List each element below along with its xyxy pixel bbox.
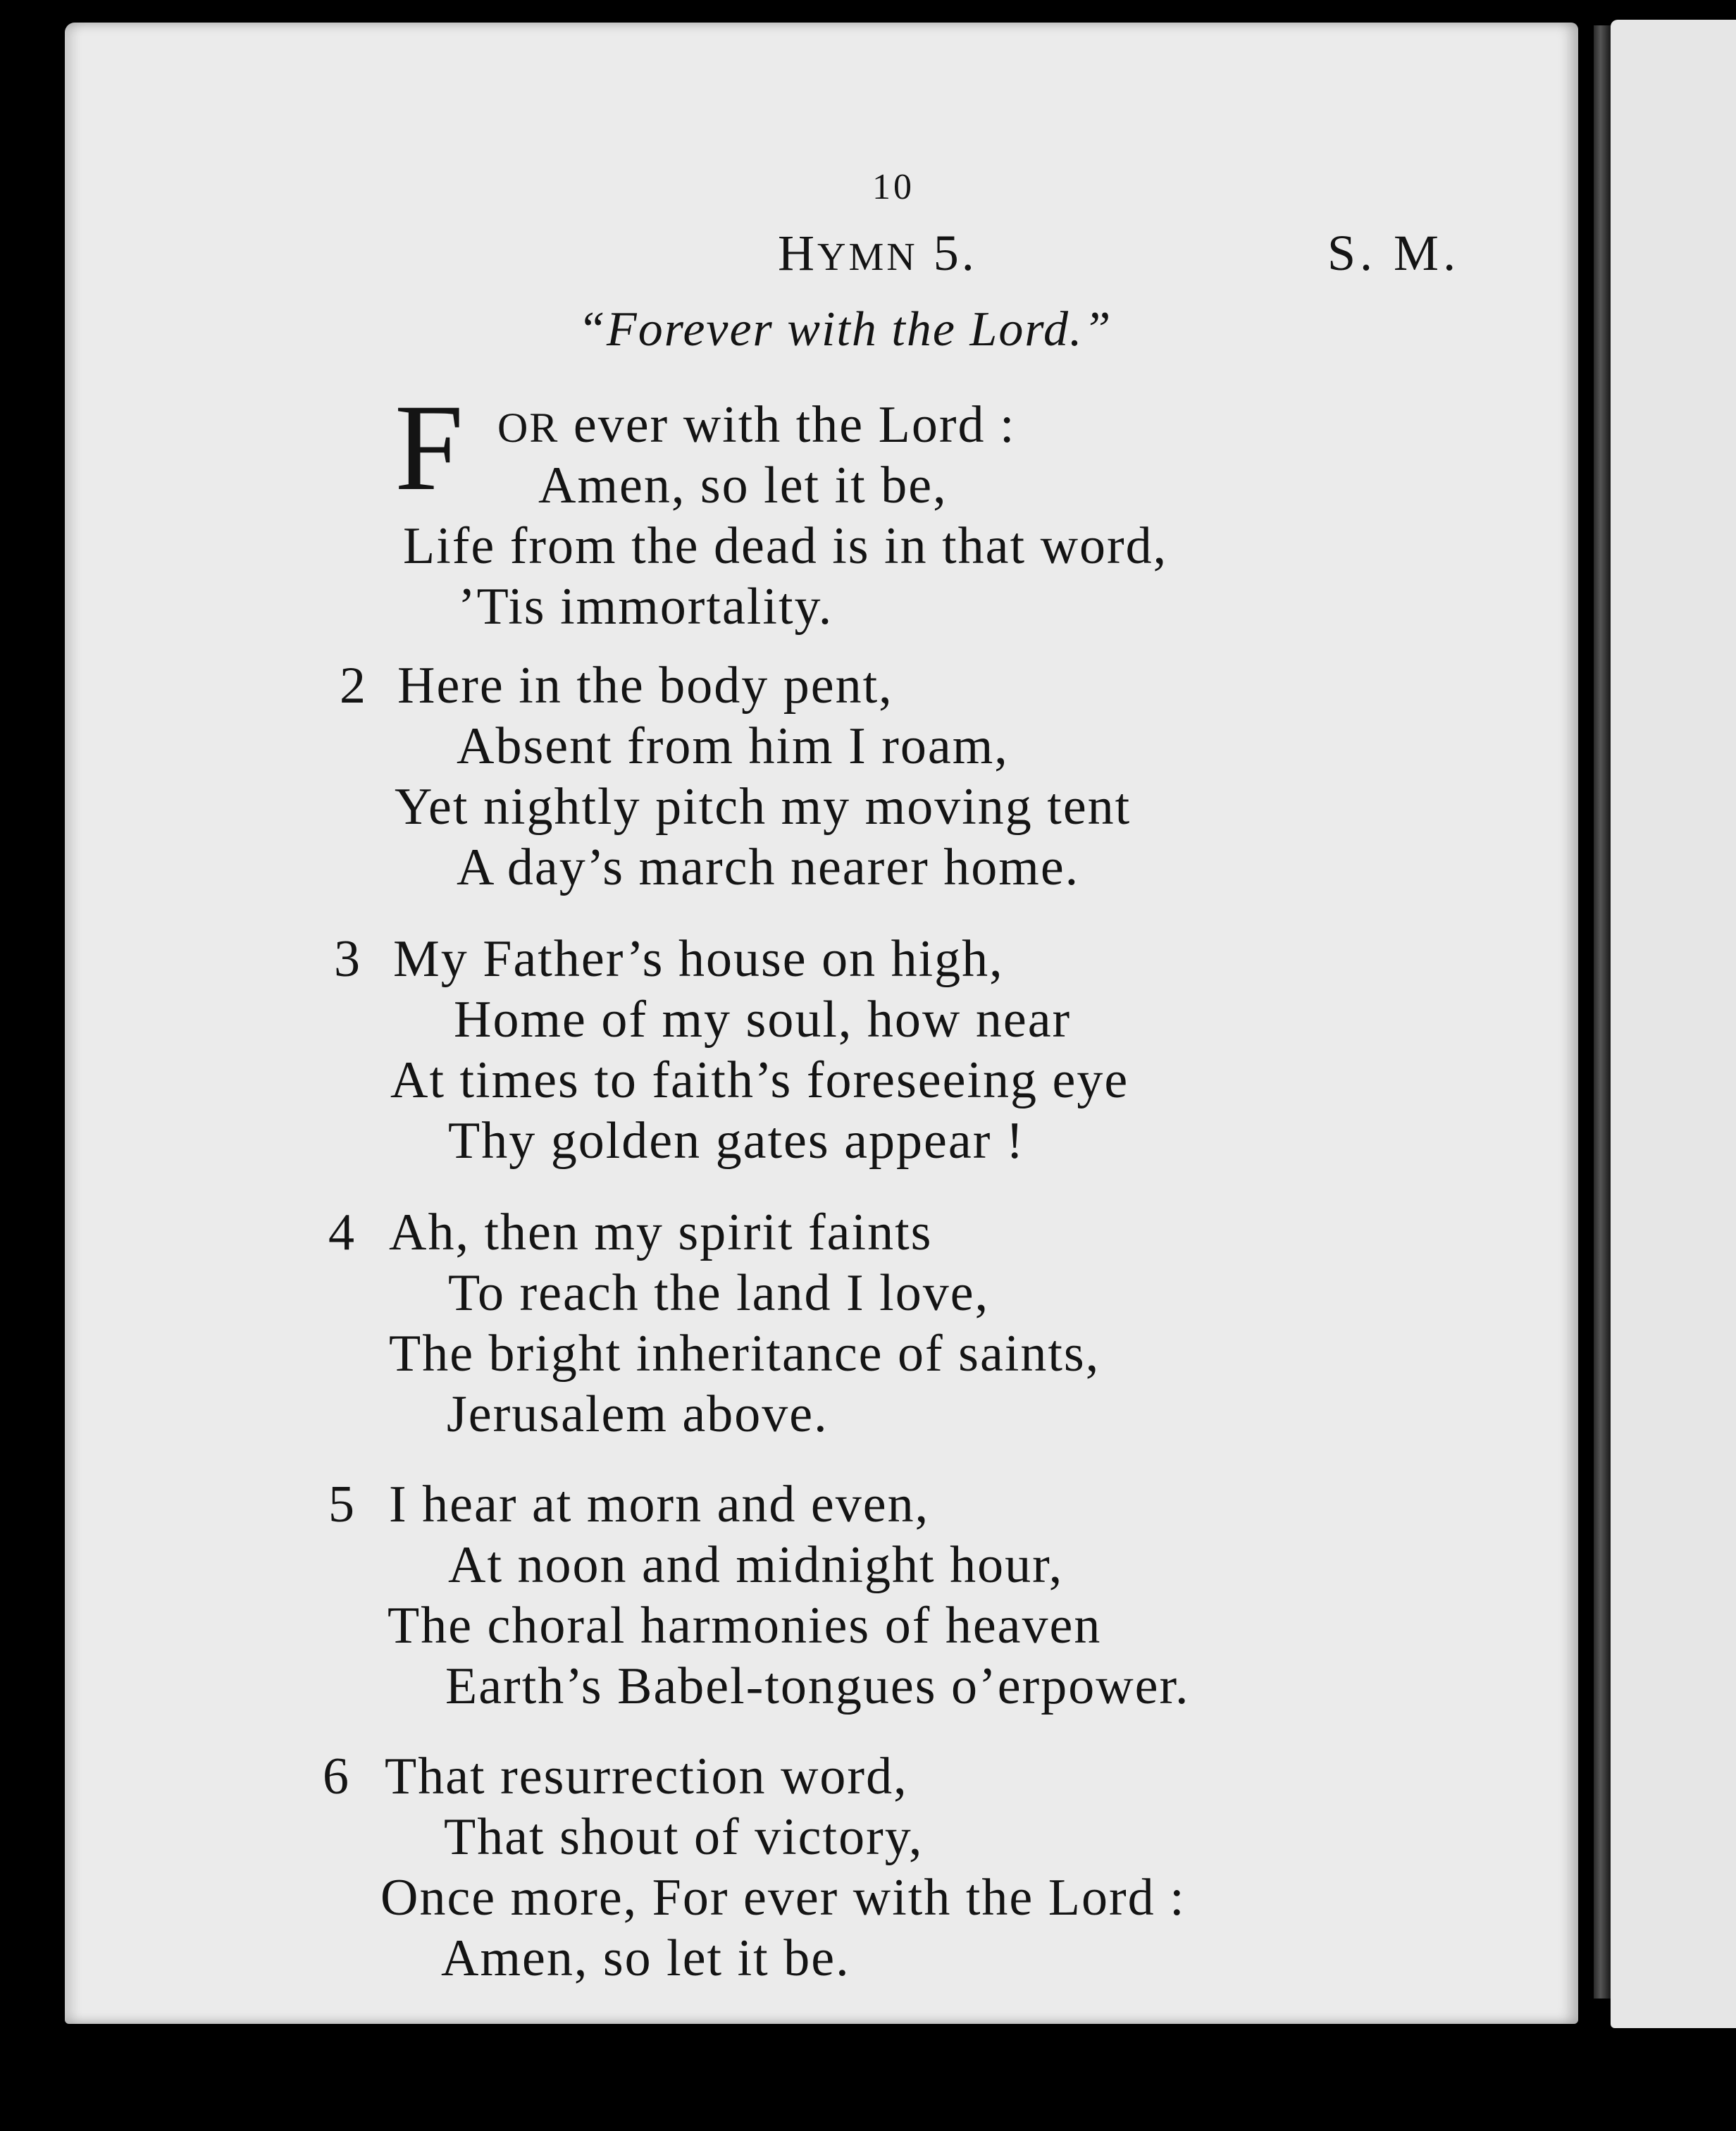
stanza-6-line-3: Once more, For ever with the Lord : bbox=[380, 1869, 1186, 1927]
stanza-2-line-1: Here in the body pent, bbox=[397, 657, 893, 715]
page-number: 10 bbox=[872, 167, 914, 207]
first-line-tail: ever with the Lord : bbox=[559, 396, 1016, 454]
stanza-2-number: 2 bbox=[340, 657, 366, 715]
stanza-4-line-2: To reach the land I love, bbox=[448, 1264, 990, 1322]
stanza-1-line-4: ’Tis immortality. bbox=[458, 578, 833, 636]
hymn-title bbox=[778, 224, 977, 283]
stanza-6-number: 6 bbox=[323, 1748, 349, 1805]
stanza-3-line-4: Thy golden gates appear ! bbox=[448, 1112, 1025, 1170]
stanza-3-line-1: My Father’s house on high, bbox=[393, 930, 1004, 988]
stanza-1-line-2: Amen, so let it be, bbox=[538, 457, 948, 514]
drop-cap: F bbox=[395, 379, 464, 517]
stanza-1-line-1 bbox=[497, 395, 1016, 458]
stanza-5-number: 5 bbox=[328, 1476, 354, 1533]
stanza-5-line-3: The choral harmonies of heaven bbox=[388, 1597, 1102, 1655]
stanza-3-number: 3 bbox=[334, 930, 360, 988]
hymn-number: 5. bbox=[933, 225, 977, 281]
first-word-smallcaps: OR bbox=[497, 404, 559, 451]
stanza-4-line-4: Jerusalem above. bbox=[447, 1385, 829, 1443]
stanza-2-line-4: A day’s march nearer home. bbox=[457, 839, 1080, 896]
hymn-subtitle: “Forever with the Lord.” bbox=[578, 302, 1112, 357]
stanza-5-line-1: I hear at morn and even, bbox=[389, 1476, 930, 1533]
stanza-3-line-2: Home of my soul, how near bbox=[454, 991, 1072, 1049]
book-spine bbox=[1594, 25, 1611, 1999]
stanza-6-line-1: That resurrection word, bbox=[385, 1748, 908, 1805]
stanza-2-line-2: Absent from him I roam, bbox=[457, 717, 1009, 775]
stanza-3-line-3: At times to faith’s foreseeing eye bbox=[390, 1051, 1129, 1109]
hymn-meter: S. M. bbox=[1327, 225, 1461, 281]
stanza-5-line-4: Earth’s Babel-tongues o’erpower. bbox=[445, 1657, 1190, 1715]
stanza-4-line-1: Ah, then my spirit faints bbox=[389, 1204, 933, 1261]
stanza-6-line-2: That shout of victory, bbox=[444, 1808, 924, 1866]
stanza-2-line-3: Yet nightly pitch my moving tent bbox=[395, 778, 1132, 836]
hymn-title-smallcaps: YMN bbox=[817, 235, 918, 279]
stanza-5-line-2: At noon and midnight hour, bbox=[448, 1536, 1064, 1594]
stanza-6-line-4: Amen, so let it be. bbox=[441, 1929, 850, 1987]
stanza-1-line-3: Life from the dead is in that word, bbox=[403, 517, 1168, 575]
stanza-4-number: 4 bbox=[328, 1204, 354, 1261]
stanza-4-line-3: The bright inheritance of saints, bbox=[389, 1325, 1100, 1383]
facing-page-edge bbox=[1611, 20, 1736, 2028]
hymn-title-initial: H bbox=[778, 225, 817, 281]
